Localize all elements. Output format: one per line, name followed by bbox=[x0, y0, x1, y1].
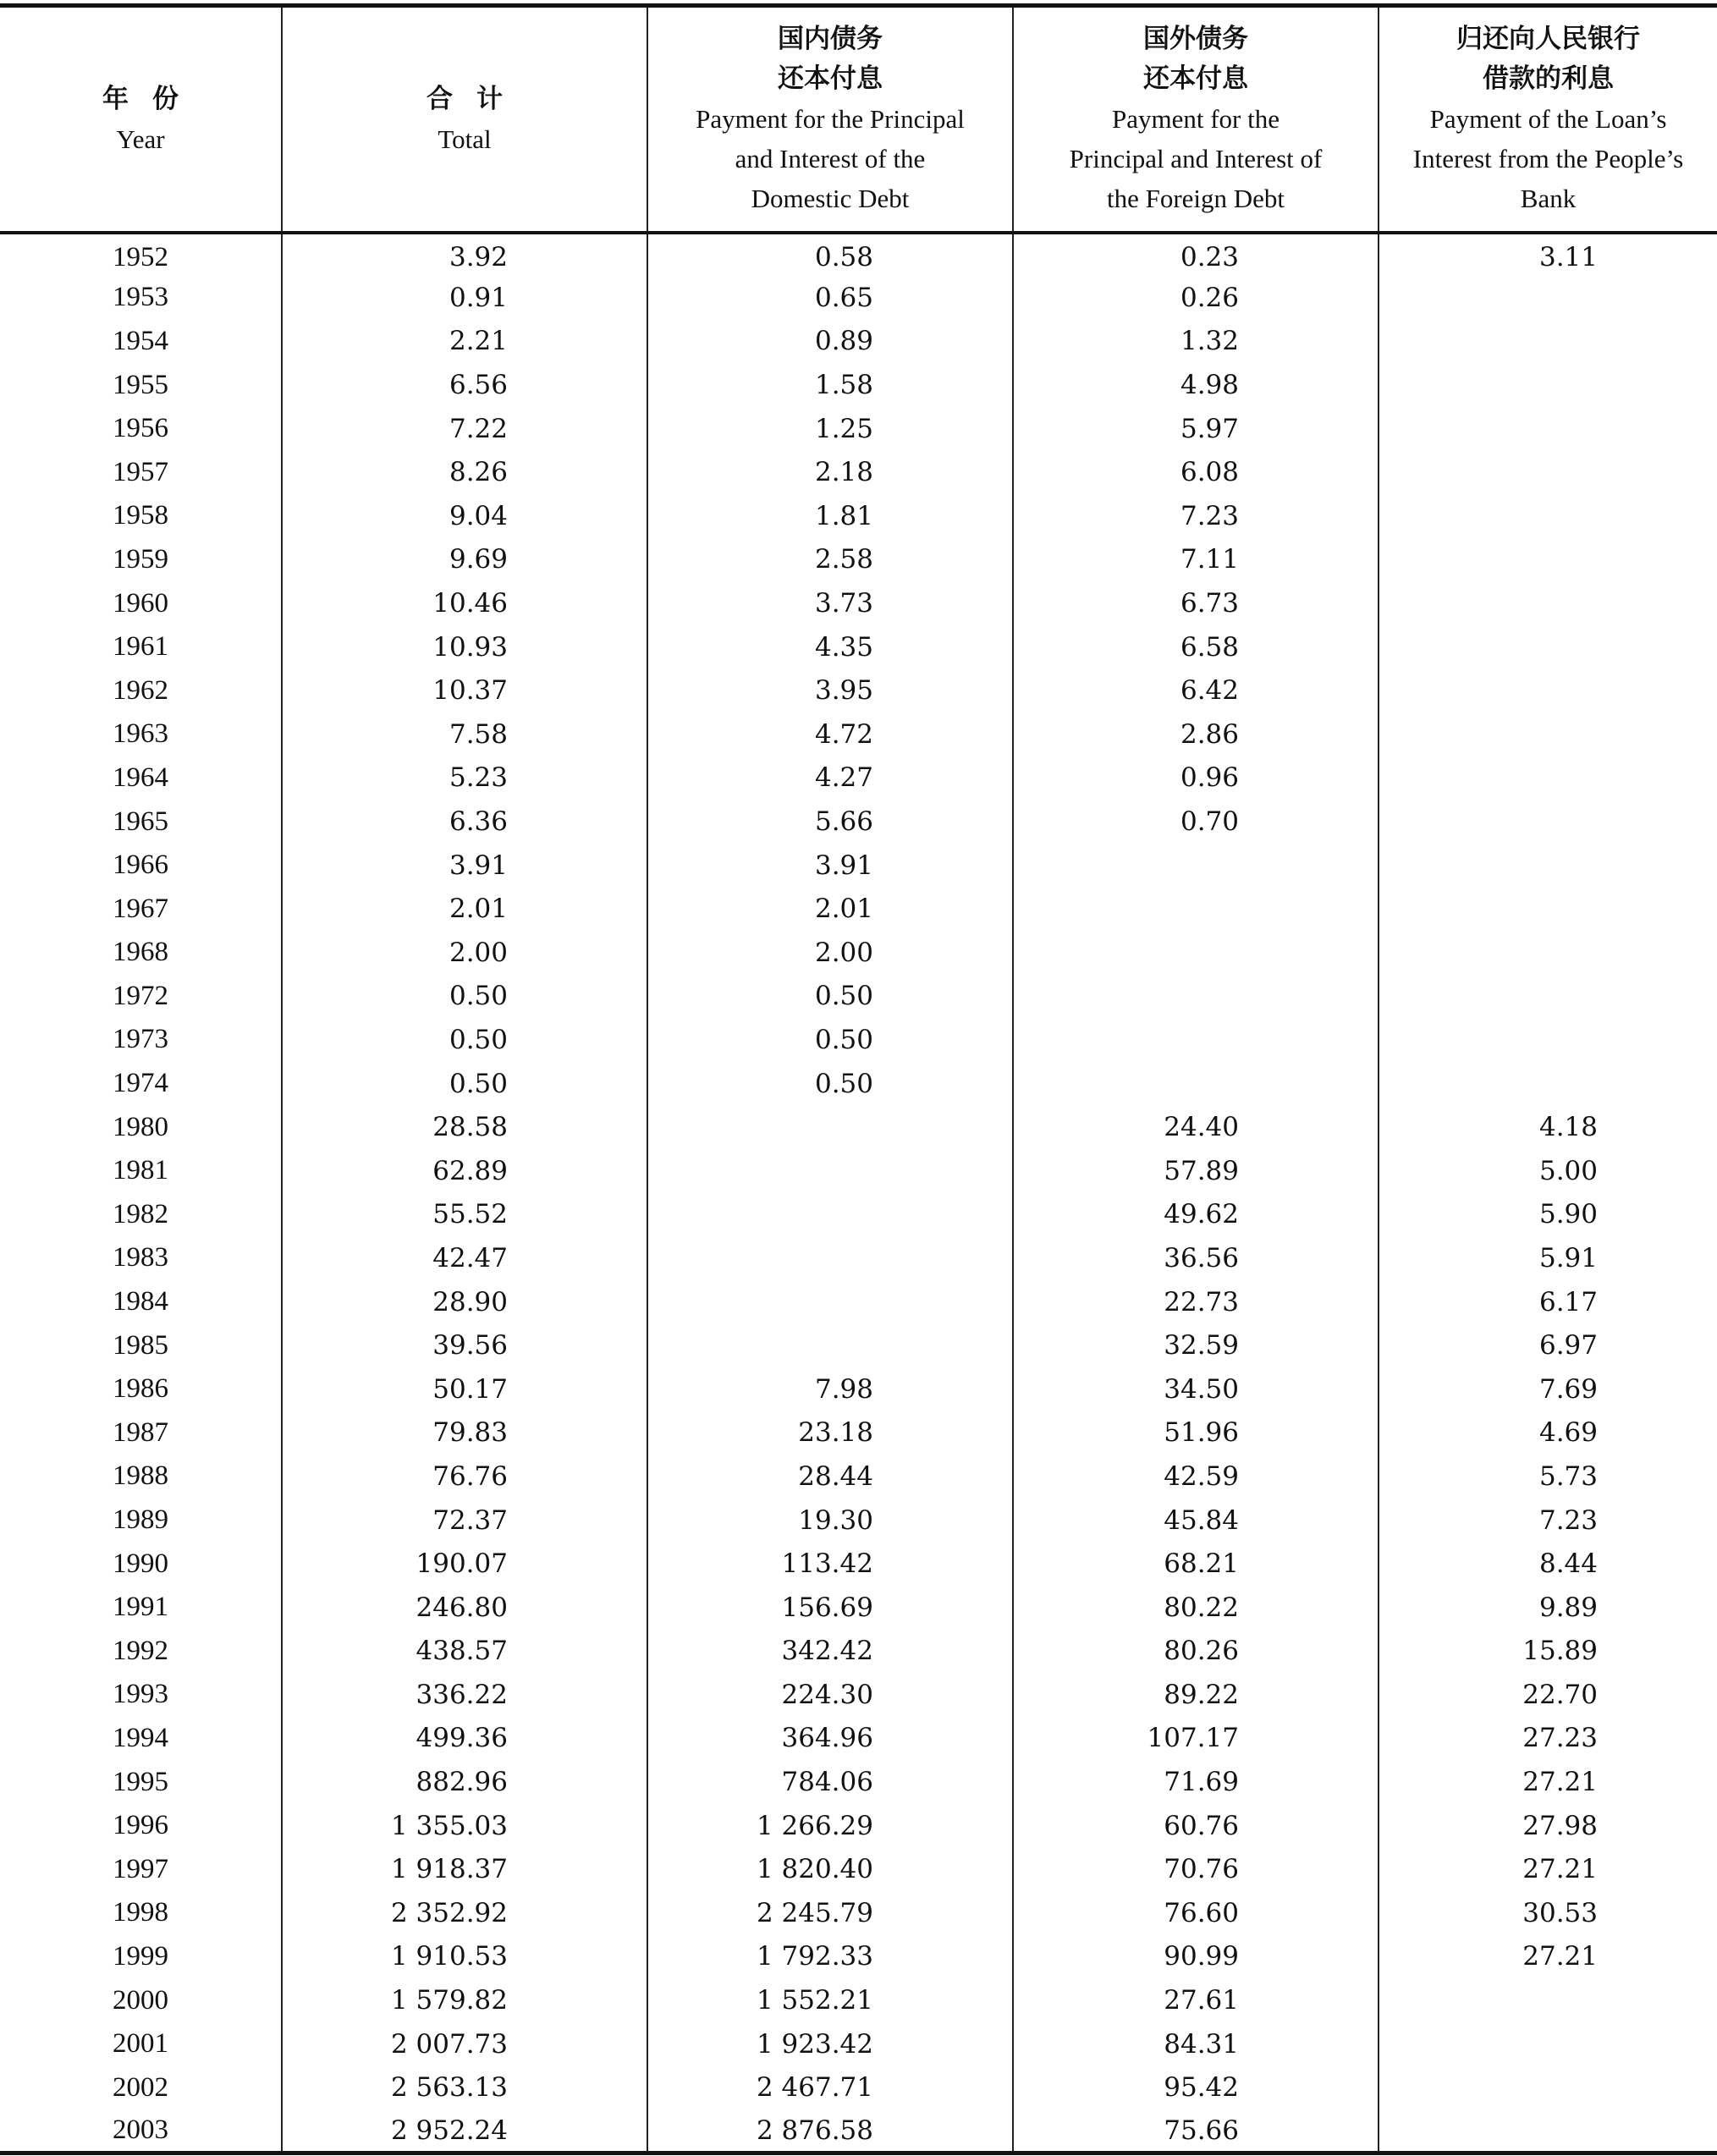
header-bank-en-3: Bank bbox=[1520, 184, 1577, 214]
cell-year: 1991 bbox=[113, 1592, 168, 1623]
cell-year: 1996 bbox=[113, 1810, 168, 1841]
cell-total: 7.22 bbox=[282, 407, 647, 451]
cell-bank: 7.23 bbox=[1379, 1499, 1717, 1543]
header-total bbox=[282, 6, 647, 233]
cell-year: 1994 bbox=[113, 1722, 168, 1753]
header-year-zh: 年份 bbox=[102, 83, 202, 114]
table-header bbox=[0, 6, 1717, 233]
cell-total: 42.47 bbox=[282, 1236, 647, 1280]
cell-bank bbox=[1379, 712, 1717, 756]
cell-year: 2003 bbox=[0, 2109, 282, 2153]
cell-foreign: 4.98 bbox=[1013, 363, 1379, 407]
cell-foreign: 60.76 bbox=[1013, 1804, 1379, 1848]
cell-bank: 7.69 bbox=[1379, 1367, 1717, 1411]
cell-bank bbox=[1379, 1018, 1717, 1062]
cell-domestic bbox=[647, 1236, 1013, 1280]
cell-year: 1963 bbox=[113, 718, 168, 750]
cell-bank bbox=[1379, 756, 1717, 800]
cell-total: 9.69 bbox=[282, 538, 647, 582]
table-row bbox=[0, 320, 1717, 364]
cell-foreign bbox=[1013, 1062, 1379, 1106]
cell-foreign: 6.73 bbox=[1013, 581, 1379, 625]
table-row bbox=[0, 538, 1717, 582]
cell-domestic: 1 552.21 bbox=[647, 1978, 1013, 2022]
table-row bbox=[0, 1760, 1717, 1804]
cell-year: 1987 bbox=[113, 1416, 168, 1448]
cell-total: 3.91 bbox=[282, 844, 647, 888]
table-row bbox=[0, 1280, 1717, 1324]
cell-domestic: 2 467.71 bbox=[647, 2065, 1013, 2109]
table-row bbox=[0, 1978, 1717, 2022]
cell-foreign: 80.22 bbox=[1013, 1586, 1379, 1630]
cell-total: 2.21 bbox=[282, 320, 647, 364]
table-row bbox=[0, 1673, 1717, 1717]
cell-domestic: 4.27 bbox=[647, 756, 1013, 800]
cell-foreign bbox=[1013, 1018, 1379, 1062]
cell-bank: 27.21 bbox=[1379, 1935, 1717, 1979]
cell-bank bbox=[1379, 320, 1717, 364]
table-row bbox=[0, 931, 1717, 975]
cell-bank bbox=[1379, 2109, 1717, 2153]
cell-year: 1956 bbox=[113, 413, 168, 444]
cell-foreign bbox=[1013, 931, 1379, 975]
cell-bank: 4.69 bbox=[1379, 1411, 1717, 1455]
cell-bank: 3.11 bbox=[1379, 233, 1717, 277]
cell-total: 9.04 bbox=[282, 494, 647, 538]
cell-domestic: 2.01 bbox=[647, 887, 1013, 931]
cell-year: 1964 bbox=[113, 762, 168, 793]
cell-total: 6.56 bbox=[282, 363, 647, 407]
header-bank-zh-1: 归还向人民银行 bbox=[1456, 24, 1640, 55]
cell-domestic: 2 876.58 bbox=[647, 2109, 1013, 2153]
cell-year: 1988 bbox=[113, 1460, 168, 1492]
cell-bank: 5.73 bbox=[1379, 1455, 1717, 1499]
cell-year: 1954 bbox=[113, 325, 168, 356]
table-row bbox=[0, 1018, 1717, 1062]
cell-year: 1960 bbox=[113, 587, 168, 619]
cell-domestic: 0.58 bbox=[647, 233, 1013, 277]
table-row bbox=[0, 1062, 1717, 1106]
cell-foreign: 1.32 bbox=[1013, 320, 1379, 364]
cell-foreign: 84.31 bbox=[1013, 2022, 1379, 2066]
cell-foreign: 49.62 bbox=[1013, 1193, 1379, 1237]
cell-year: 1953 bbox=[113, 282, 168, 313]
header-domestic-zh-2: 还本付息 bbox=[778, 63, 883, 95]
header-bank bbox=[1379, 6, 1717, 233]
cell-total: 499.36 bbox=[282, 1717, 647, 1761]
cell-total: 50.17 bbox=[282, 1367, 647, 1411]
cell-domestic: 0.65 bbox=[647, 276, 1013, 320]
cell-bank: 5.00 bbox=[1379, 1149, 1717, 1193]
table-row bbox=[0, 975, 1717, 1019]
cell-year: 1984 bbox=[113, 1286, 168, 1317]
cell-total: 3.92 bbox=[282, 233, 647, 277]
cell-foreign: 45.84 bbox=[1013, 1499, 1379, 1543]
cell-foreign: 0.23 bbox=[1013, 233, 1379, 277]
cell-total: 6.36 bbox=[282, 800, 647, 844]
cell-bank: 6.17 bbox=[1379, 1280, 1717, 1324]
table-row bbox=[0, 1804, 1717, 1848]
cell-total: 1 910.53 bbox=[282, 1935, 647, 1979]
cell-year: 1966 bbox=[113, 850, 168, 881]
cell-year: 1973 bbox=[113, 1024, 168, 1055]
table-row bbox=[0, 1193, 1717, 1237]
cell-foreign: 22.73 bbox=[1013, 1280, 1379, 1324]
header-bank-zh-2: 借款的利息 bbox=[1483, 63, 1614, 95]
cell-total: 10.46 bbox=[282, 581, 647, 625]
cell-domestic: 1 923.42 bbox=[647, 2022, 1013, 2066]
cell-domestic: 7.98 bbox=[647, 1367, 1013, 1411]
cell-bank bbox=[1379, 800, 1717, 844]
cell-domestic: 0.50 bbox=[647, 1062, 1013, 1106]
table-row bbox=[0, 800, 1717, 844]
cell-domestic: 1.58 bbox=[647, 363, 1013, 407]
cell-bank bbox=[1379, 494, 1717, 538]
header-total-zh: 合计 bbox=[426, 83, 526, 114]
header-domestic-en-3: Domestic Debt bbox=[751, 184, 910, 214]
cell-domestic: 0.50 bbox=[647, 1018, 1013, 1062]
cell-domestic bbox=[647, 1193, 1013, 1237]
cell-domestic: 4.72 bbox=[647, 712, 1013, 756]
table-row bbox=[0, 756, 1717, 800]
cell-bank bbox=[1379, 668, 1717, 712]
cell-bank bbox=[1379, 625, 1717, 669]
cell-total: 2.01 bbox=[282, 887, 647, 931]
table-row bbox=[0, 363, 1717, 407]
cell-total: 76.76 bbox=[282, 1455, 647, 1499]
cell-domestic: 3.91 bbox=[647, 844, 1013, 888]
cell-year: 1985 bbox=[113, 1329, 168, 1361]
cell-domestic: 784.06 bbox=[647, 1760, 1013, 1804]
cell-year: 1989 bbox=[113, 1504, 168, 1536]
cell-domestic: 1 820.40 bbox=[647, 1847, 1013, 1891]
table-row bbox=[0, 1367, 1717, 1411]
cell-foreign bbox=[1013, 975, 1379, 1019]
cell-year: 2000 bbox=[113, 1984, 168, 2016]
cell-domestic: 1.25 bbox=[647, 407, 1013, 451]
cell-domestic: 28.44 bbox=[647, 1455, 1013, 1499]
cell-year: 2001 bbox=[113, 2028, 168, 2060]
cell-domestic: 342.42 bbox=[647, 1630, 1013, 1674]
cell-total: 2.00 bbox=[282, 931, 647, 975]
cell-bank bbox=[1379, 276, 1717, 320]
table-row bbox=[0, 1717, 1717, 1761]
cell-total: 2 007.73 bbox=[282, 2022, 647, 2066]
cell-year: 1974 bbox=[113, 1068, 168, 1099]
cell-total: 0.50 bbox=[282, 1018, 647, 1062]
table-row bbox=[0, 1542, 1717, 1586]
header-total-en: Total bbox=[438, 124, 492, 154]
cell-foreign: 6.08 bbox=[1013, 450, 1379, 494]
cell-foreign: 75.66 bbox=[1013, 2109, 1379, 2153]
cell-domestic bbox=[647, 1280, 1013, 1324]
cell-total: 190.07 bbox=[282, 1542, 647, 1586]
cell-total: 7.58 bbox=[282, 712, 647, 756]
header-domestic-zh-1: 国内债务 bbox=[778, 24, 883, 55]
table-row bbox=[0, 2065, 1717, 2109]
table-row bbox=[0, 233, 1717, 277]
cell-foreign: 6.42 bbox=[1013, 668, 1379, 712]
cell-total: 1 355.03 bbox=[282, 1804, 647, 1848]
cell-bank: 8.44 bbox=[1379, 1542, 1717, 1586]
cell-domestic: 1 792.33 bbox=[647, 1935, 1013, 1979]
cell-bank bbox=[1379, 1978, 1717, 2022]
table-row bbox=[0, 494, 1717, 538]
cell-total: 246.80 bbox=[282, 1586, 647, 1630]
table-row bbox=[0, 668, 1717, 712]
cell-foreign: 90.99 bbox=[1013, 1935, 1379, 1979]
cell-domestic: 2.18 bbox=[647, 450, 1013, 494]
cell-total: 62.89 bbox=[282, 1149, 647, 1193]
cell-year: 1952 bbox=[113, 241, 168, 272]
cell-year: 1959 bbox=[113, 543, 168, 575]
table-row bbox=[0, 1847, 1717, 1891]
table-row bbox=[0, 2109, 1717, 2153]
cell-total: 2 952.24 bbox=[282, 2109, 647, 2153]
table-row bbox=[0, 407, 1717, 451]
cell-bank: 27.98 bbox=[1379, 1804, 1717, 1848]
cell-total: 336.22 bbox=[282, 1673, 647, 1717]
cell-domestic: 4.35 bbox=[647, 625, 1013, 669]
cell-foreign bbox=[1013, 887, 1379, 931]
cell-foreign: 34.50 bbox=[1013, 1367, 1379, 1411]
cell-bank: 9.89 bbox=[1379, 1586, 1717, 1630]
cell-year: 1997 bbox=[113, 1853, 168, 1884]
cell-foreign: 89.22 bbox=[1013, 1673, 1379, 1717]
cell-domestic: 0.89 bbox=[647, 320, 1013, 364]
header-year-en: Year bbox=[116, 124, 165, 154]
cell-bank bbox=[1379, 844, 1717, 888]
table-row bbox=[0, 1455, 1717, 1499]
cell-foreign: 80.26 bbox=[1013, 1630, 1379, 1674]
cell-foreign: 68.21 bbox=[1013, 1542, 1379, 1586]
cell-year: 1981 bbox=[113, 1155, 168, 1186]
header-foreign-zh-2: 还本付息 bbox=[1143, 63, 1248, 95]
cell-bank: 6.97 bbox=[1379, 1323, 1717, 1367]
cell-year: 1962 bbox=[113, 674, 168, 706]
cell-bank: 15.89 bbox=[1379, 1630, 1717, 1674]
cell-foreign: 95.42 bbox=[1013, 2065, 1379, 2109]
cell-year: 1980 bbox=[113, 1111, 168, 1142]
cell-year: 1955 bbox=[113, 369, 168, 400]
cell-year: 1992 bbox=[113, 1635, 168, 1666]
cell-year: 1990 bbox=[113, 1548, 168, 1579]
table-row bbox=[0, 2022, 1717, 2066]
debt-payment-table bbox=[0, 3, 1717, 2155]
cell-total: 55.52 bbox=[282, 1193, 647, 1237]
cell-bank bbox=[1379, 975, 1717, 1019]
cell-foreign: 36.56 bbox=[1013, 1236, 1379, 1280]
cell-domestic: 1 266.29 bbox=[647, 1804, 1013, 1848]
cell-total: 0.50 bbox=[282, 975, 647, 1019]
cell-domestic bbox=[647, 1105, 1013, 1149]
cell-foreign: 70.76 bbox=[1013, 1847, 1379, 1891]
table-row bbox=[0, 712, 1717, 756]
cell-domestic: 5.66 bbox=[647, 800, 1013, 844]
header-domestic-en-2: and Interest of the bbox=[735, 144, 926, 174]
header-bank-en-2: Interest from the People’s bbox=[1412, 144, 1684, 174]
cell-year: 1972 bbox=[113, 980, 168, 1011]
cell-total: 5.23 bbox=[282, 756, 647, 800]
cell-domestic: 0.50 bbox=[647, 975, 1013, 1019]
table-row bbox=[0, 276, 1717, 320]
header-foreign-en-2: Principal and Interest of bbox=[1069, 144, 1323, 174]
cell-foreign: 76.60 bbox=[1013, 1891, 1379, 1935]
cell-foreign: 7.11 bbox=[1013, 538, 1379, 582]
cell-total: 0.91 bbox=[282, 276, 647, 320]
table-row bbox=[0, 581, 1717, 625]
cell-year: 2002 bbox=[113, 2071, 168, 2103]
cell-foreign: 51.96 bbox=[1013, 1411, 1379, 1455]
cell-year: 1958 bbox=[113, 500, 168, 531]
table-row bbox=[0, 1935, 1717, 1979]
table-row bbox=[0, 1499, 1717, 1543]
cell-foreign bbox=[1013, 844, 1379, 888]
cell-domestic: 2 245.79 bbox=[647, 1891, 1013, 1935]
cell-year: 1961 bbox=[113, 631, 168, 663]
cell-total: 2 563.13 bbox=[282, 2065, 647, 2109]
cell-foreign: 6.58 bbox=[1013, 625, 1379, 669]
header-row bbox=[0, 6, 1717, 233]
cell-total: 10.37 bbox=[282, 668, 647, 712]
cell-domestic: 2.58 bbox=[647, 538, 1013, 582]
cell-bank bbox=[1379, 450, 1717, 494]
cell-domestic: 113.42 bbox=[647, 1542, 1013, 1586]
header-foreign bbox=[1013, 6, 1379, 233]
cell-year: 1983 bbox=[113, 1242, 168, 1273]
table-row bbox=[0, 1891, 1717, 1935]
table-row bbox=[0, 1630, 1717, 1674]
cell-total: 8.26 bbox=[282, 450, 647, 494]
header-domestic bbox=[647, 6, 1013, 233]
table-body bbox=[0, 233, 1717, 2153]
cell-foreign: 7.23 bbox=[1013, 494, 1379, 538]
cell-year: 1967 bbox=[113, 893, 168, 924]
header-foreign-en-1: Payment for the bbox=[1111, 104, 1279, 135]
table-row bbox=[0, 1586, 1717, 1630]
cell-year: 1982 bbox=[113, 1198, 168, 1229]
header-foreign-zh-1: 国外债务 bbox=[1143, 24, 1248, 55]
cell-foreign: 57.89 bbox=[1013, 1149, 1379, 1193]
cell-bank: 27.23 bbox=[1379, 1717, 1717, 1761]
cell-bank bbox=[1379, 407, 1717, 451]
cell-domestic: 224.30 bbox=[647, 1673, 1013, 1717]
cell-total: 28.90 bbox=[282, 1280, 647, 1324]
cell-year: 1965 bbox=[113, 806, 168, 837]
cell-foreign: 71.69 bbox=[1013, 1760, 1379, 1804]
cell-domestic: 1.81 bbox=[647, 494, 1013, 538]
header-domestic-en-1: Payment for the Principal bbox=[696, 104, 965, 135]
cell-bank: 22.70 bbox=[1379, 1673, 1717, 1717]
cell-foreign: 107.17 bbox=[1013, 1717, 1379, 1761]
cell-domestic: 3.73 bbox=[647, 581, 1013, 625]
header-foreign-en-3: the Foreign Debt bbox=[1106, 184, 1285, 214]
cell-bank bbox=[1379, 363, 1717, 407]
cell-total: 28.58 bbox=[282, 1105, 647, 1149]
cell-domestic bbox=[647, 1323, 1013, 1367]
cell-total: 882.96 bbox=[282, 1760, 647, 1804]
cell-domestic: 3.95 bbox=[647, 668, 1013, 712]
table-row bbox=[0, 1411, 1717, 1455]
header-bank-en-1: Payment of the Loan’s bbox=[1429, 104, 1667, 135]
cell-year: 1993 bbox=[113, 1679, 168, 1710]
table-row bbox=[0, 844, 1717, 888]
cell-bank bbox=[1379, 2022, 1717, 2066]
cell-foreign: 24.40 bbox=[1013, 1105, 1379, 1149]
cell-domestic: 2.00 bbox=[647, 931, 1013, 975]
header-year bbox=[0, 6, 282, 233]
cell-total: 10.93 bbox=[282, 625, 647, 669]
table-row bbox=[0, 887, 1717, 931]
cell-total: 0.50 bbox=[282, 1062, 647, 1106]
cell-year: 1995 bbox=[113, 1766, 168, 1797]
cell-total: 1 579.82 bbox=[282, 1978, 647, 2022]
cell-domestic: 23.18 bbox=[647, 1411, 1013, 1455]
table-row bbox=[0, 450, 1717, 494]
cell-foreign: 0.96 bbox=[1013, 756, 1379, 800]
table-row bbox=[0, 1105, 1717, 1149]
cell-foreign: 2.86 bbox=[1013, 712, 1379, 756]
cell-domestic: 364.96 bbox=[647, 1717, 1013, 1761]
cell-bank bbox=[1379, 581, 1717, 625]
cell-domestic: 156.69 bbox=[647, 1586, 1013, 1630]
cell-total: 79.83 bbox=[282, 1411, 647, 1455]
cell-bank bbox=[1379, 1062, 1717, 1106]
cell-bank: 4.18 bbox=[1379, 1105, 1717, 1149]
table-row bbox=[0, 1149, 1717, 1193]
cell-bank: 27.21 bbox=[1379, 1760, 1717, 1804]
cell-foreign: 5.97 bbox=[1013, 407, 1379, 451]
cell-year: 1968 bbox=[113, 937, 168, 968]
cell-bank bbox=[1379, 931, 1717, 975]
cell-domestic: 19.30 bbox=[647, 1499, 1013, 1543]
cell-bank bbox=[1379, 538, 1717, 582]
cell-bank: 30.53 bbox=[1379, 1891, 1717, 1935]
cell-year: 1986 bbox=[113, 1373, 168, 1405]
cell-year: 1999 bbox=[113, 1940, 168, 1972]
cell-total: 2 352.92 bbox=[282, 1891, 647, 1935]
cell-domestic bbox=[647, 1149, 1013, 1193]
debt-payment-table-container bbox=[0, 3, 1717, 2155]
cell-foreign: 27.61 bbox=[1013, 1978, 1379, 2022]
cell-bank: 5.90 bbox=[1379, 1193, 1717, 1237]
cell-foreign: 32.59 bbox=[1013, 1323, 1379, 1367]
cell-total: 1 918.37 bbox=[282, 1847, 647, 1891]
cell-total: 72.37 bbox=[282, 1499, 647, 1543]
table-row bbox=[0, 1236, 1717, 1280]
cell-total: 438.57 bbox=[282, 1630, 647, 1674]
table-row bbox=[0, 625, 1717, 669]
cell-bank: 5.91 bbox=[1379, 1236, 1717, 1280]
cell-year: 1998 bbox=[113, 1897, 168, 1928]
cell-bank: 27.21 bbox=[1379, 1847, 1717, 1891]
cell-foreign: 0.26 bbox=[1013, 276, 1379, 320]
table-row bbox=[0, 1323, 1717, 1367]
cell-foreign: 42.59 bbox=[1013, 1455, 1379, 1499]
cell-year: 1957 bbox=[113, 456, 168, 487]
cell-total: 39.56 bbox=[282, 1323, 647, 1367]
cell-bank bbox=[1379, 887, 1717, 931]
cell-foreign: 0.70 bbox=[1013, 800, 1379, 844]
cell-bank bbox=[1379, 2065, 1717, 2109]
